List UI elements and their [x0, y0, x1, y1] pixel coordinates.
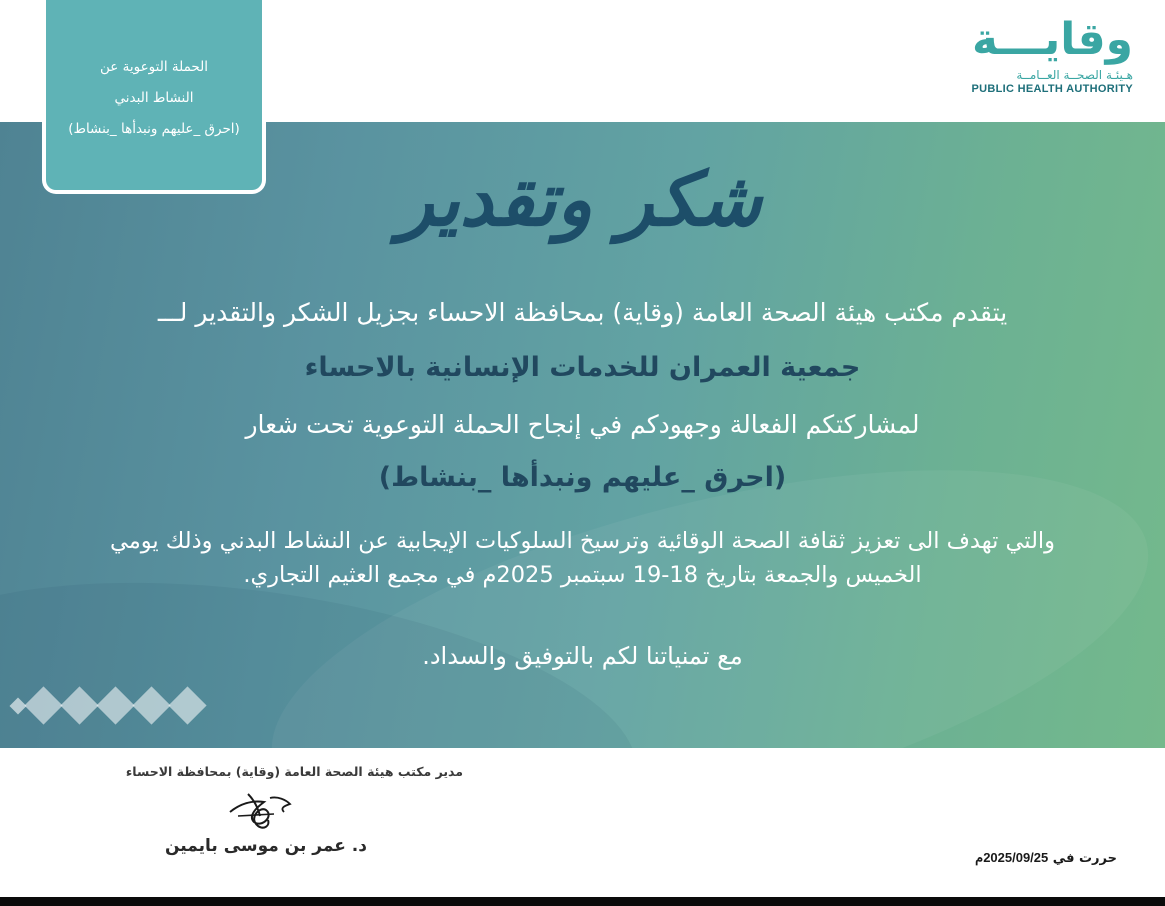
organization-name: جمعية العمران للخدمات الإنسانية بالاحساء: [304, 352, 861, 383]
date-label: حررت في: [1052, 851, 1117, 866]
logo-arabic: وقايـــة: [971, 14, 1133, 65]
certificate-title: شكر وتقدير: [398, 157, 762, 243]
diamond-icon: [60, 686, 98, 724]
campaign-line-2: النشاط البدني: [114, 89, 194, 106]
campaign-line-3: (احرق _عليهم ونبدأها _بنشاط): [68, 120, 240, 137]
diamond-decoration: [12, 692, 201, 719]
diamond-icon: [24, 686, 62, 724]
logo-english: PUBLIC HEALTH AUTHORITY: [971, 83, 1133, 95]
campaign-slogan: (احرق _عليهم ونبدأها _بنشاط): [378, 462, 787, 493]
bottom-border: [0, 897, 1165, 906]
signatory-title: مدير مكتب هيئة الصحة العامة (وقاية) بمحافظة الاحساء: [125, 764, 463, 779]
date-value: 2025/09/25م: [975, 850, 1049, 865]
diamond-icon: [96, 686, 134, 724]
signature-icon: [218, 786, 302, 836]
purpose-line-2: الخميس والجمعة بتاريخ 18-19 سبتمبر 2025م في مجمع العثيم التجاري.: [243, 562, 922, 588]
intro-text: يتقدم مكتب هيئة الصحة العامة (وقاية) بمحافظة الاحساء بجزيل الشكر والتقدير لـــ: [157, 298, 1008, 327]
diamond-icon: [132, 686, 170, 724]
wiqaya-logo: [963, 14, 1133, 104]
purpose-text: [0, 524, 1165, 592]
diamond-icon: [168, 686, 206, 724]
participation-text: لمشاركتكم الفعالة وجهودكم في إنجاح الحملة التوعوية تحت شعار: [245, 410, 920, 439]
campaign-label-box: [42, 0, 266, 194]
closing-text: مع تمنياتنا لكم بالتوفيق والسداد.: [422, 642, 743, 670]
logo-arabic-subtitle: هـيئـة الصحــة العــامــة: [1016, 68, 1133, 82]
signatory-name: د. عمر بن موسى بايمين: [164, 836, 367, 856]
issue-date: [975, 850, 1117, 866]
purpose-line-1: والتي تهدف الى تعزيز ثقافة الصحة الوقائية وترسيخ السلوكيات الإيجابية عن النشاط البدني وذلك يومي: [109, 528, 1056, 554]
campaign-line-1: الحملة التوعوية عن: [100, 58, 208, 75]
